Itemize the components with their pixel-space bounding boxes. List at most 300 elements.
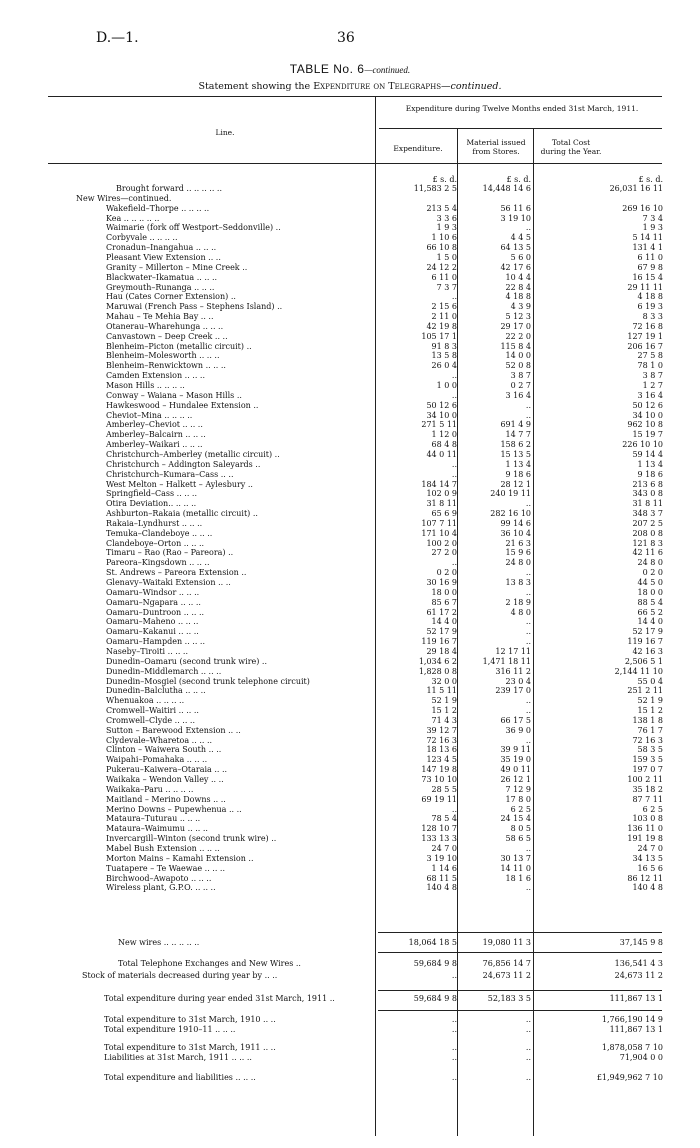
row-label: Sutton – Barewood Extension .. .. <box>106 725 241 735</box>
cell-c3: 111,867 13 1 <box>609 1025 663 1034</box>
cell-c1: 1,034 6 2 <box>418 656 457 666</box>
cell-c1: .. <box>451 469 457 479</box>
cell-c1: 213 5 4 <box>426 203 457 213</box>
cell-c2: 22 2 0 <box>505 331 531 341</box>
row-label: Oamaru–Windsor .. .. .. <box>106 587 200 597</box>
row-label: Waikaka – Wendon Valley .. .. <box>106 775 224 784</box>
cell-c3: 24,673 11 2 <box>614 971 663 980</box>
cell-c1: 3 3 6 <box>436 213 457 223</box>
row-label: Oamaru–Kakanui .. .. .. <box>106 627 199 637</box>
cell-c2: 52 0 8 <box>505 361 531 371</box>
cell-c1: .. <box>451 1043 457 1052</box>
row-label: Brought forward .. .. .. .. .. <box>116 184 223 193</box>
cell-c3: 1,878,058 7 10 <box>601 1043 663 1052</box>
cell-c3: 6 11 0 <box>637 252 663 262</box>
row-label: Cheviot–Mina .. .. .. .. <box>106 410 193 420</box>
cell-c3: 26,031 16 11 <box>609 184 663 193</box>
cell-c2: 1 13 4 <box>505 459 531 469</box>
cell-c1: 18,064 18 5 <box>408 938 457 947</box>
cell-c2: .. <box>525 223 531 233</box>
row-label: Kea .. .. .. .. .. <box>106 213 160 223</box>
cell-c2: .. <box>525 843 531 853</box>
summary-row <box>0 1052 700 1064</box>
cell-c3: 343 0 8 <box>632 489 663 499</box>
cell-c3: 37,145 9 8 <box>619 938 663 947</box>
summary-row <box>0 937 700 949</box>
cell-c3: 4 18 8 <box>637 292 663 302</box>
statement-continued: —continued. <box>441 81 502 92</box>
cell-c3: 3 16 4 <box>637 390 663 400</box>
cell-c3: 86 12 11 <box>627 873 663 883</box>
row-label: Birchwood–Awapoto .. .. .. <box>106 873 212 883</box>
cell-c1: 59,684 9 8 <box>413 994 457 1003</box>
cell-c1: 52 17 9 <box>426 627 457 637</box>
cell-c1: 15 1 2 <box>431 706 457 716</box>
cell-c3: 72 16 8 <box>632 321 663 331</box>
cell-c2: 19,080 11 3 <box>482 938 531 947</box>
cell-c3: 24 8 0 <box>637 558 663 568</box>
row-label: Rakaia–Lyndhurst .. .. .. <box>106 518 203 528</box>
cell-c1: 2 11 0 <box>431 312 457 322</box>
row-label: Ashburton–Rakaia (metallic circuit) .. <box>106 509 258 519</box>
cell-c2: 7 12 9 <box>505 784 531 794</box>
row-label: Invercargill–Winton (second trunk wire) .. <box>106 834 277 844</box>
row-label: Conway – Waiana – Mason Hills .. <box>106 390 242 400</box>
cell-c2: 158 6 2 <box>500 440 531 450</box>
row-label: Waikaka–Paru .. .. .. .. <box>106 784 194 794</box>
cell-c3: 16 5 6 <box>637 863 663 873</box>
cell-c3: 76 1 7 <box>637 725 663 735</box>
row-label: Cromwell–Clyde .. .. .. <box>106 715 195 725</box>
cell-c1: 107 7 11 <box>421 518 457 528</box>
row-label: Christchurch–Amberley (metallic circuit) .. <box>106 449 280 459</box>
row-label: Canvastown – Deep Creek .. .. <box>106 331 228 341</box>
cell-c2: .. <box>525 627 531 637</box>
row-label: Oamaru–Hampden .. .. .. <box>106 637 206 647</box>
cell-c3: 2,144 11 10 <box>614 666 663 676</box>
cell-c1: .. <box>451 1053 457 1062</box>
row-label: Maitland – Merino Downs .. .. <box>106 794 226 804</box>
row-label: Stock of materials decreased during year by .. .. <box>82 971 278 980</box>
cell-c3: 78 1 0 <box>637 361 663 371</box>
cell-c2: .. <box>525 410 531 420</box>
row-label: Dunedin–Oamaru (second trunk wire) .. <box>106 656 268 666</box>
cell-c2: 14,448 14 6 <box>482 184 531 193</box>
table-title-main: TABLE No. 6 <box>289 62 365 76</box>
cell-c2: .. <box>525 568 531 578</box>
cell-c1: 30 16 9 <box>426 578 457 587</box>
cell-c3: 44 5 0 <box>637 578 663 587</box>
row-label: Mabel Bush Extension .. .. .. <box>106 843 220 853</box>
cell-c1: 85 6 7 <box>431 597 457 607</box>
cell-c1: 28 5 5 <box>431 784 457 794</box>
cell-c1: 68 11 5 <box>426 873 457 883</box>
cell-c2: .. <box>525 617 531 627</box>
row-label: Camden Extension .. .. .. <box>106 371 205 381</box>
cell-c2: .. <box>525 637 531 647</box>
cell-c2: 76,856 14 7 <box>482 959 531 968</box>
cell-c3: 6 2 5 <box>642 804 663 814</box>
cell-c1: .. <box>451 558 457 568</box>
summary-row <box>0 970 700 982</box>
row-label: Blackwater–Ikamatua .. .. .. <box>106 272 218 282</box>
cell-c2: .. <box>525 400 531 410</box>
cell-c2: .. <box>525 1043 531 1052</box>
cell-c1: 1 10 6 <box>431 233 457 243</box>
cell-c1: 13 5 8 <box>431 351 457 361</box>
row-label: Maruwai (French Pass – Stephens Island) .. <box>106 302 283 312</box>
cell-c3: 87 7 11 <box>632 794 663 804</box>
row-label: Pukerau–Kaiwera–Otaraia .. .. <box>106 765 228 775</box>
cell-c2: 115 8 4 <box>500 341 531 351</box>
cell-c2: 4 18 8 <box>505 292 531 302</box>
cell-c3: 42 11 6 <box>632 548 663 558</box>
cell-c1: 11,583 2 5 <box>413 184 457 193</box>
column-header-total-cost: Total Cost during the Year. <box>540 138 602 156</box>
cell-c3: 15 19 7 <box>632 430 663 440</box>
row-label: Total expenditure and liabilities .. .. .. <box>104 1073 256 1082</box>
cell-c3: 213 6 8 <box>632 479 663 489</box>
cell-c2: 3 8 7 <box>510 371 531 381</box>
cell-c2: 5 12 3 <box>505 312 531 322</box>
cell-c1: 133 13 3 <box>421 834 457 844</box>
cell-c2: 3 19 10 <box>500 213 531 223</box>
cell-c2: 14 7 7 <box>505 430 531 440</box>
row-label: Mahau – Te Mehia Bay .. .. <box>106 312 214 322</box>
cell-c1: 24 7 0 <box>431 843 457 853</box>
row-label: Temuka–Clandeboye .. .. .. <box>106 528 213 538</box>
cell-c2: 22 8 4 <box>505 282 531 292</box>
cell-c2: 29 17 0 <box>500 321 531 331</box>
cell-c2: 30 13 7 <box>500 853 531 863</box>
row-label: West Melton – Halkett – Aylesbury .. <box>106 479 253 489</box>
row-label: Total expenditure to 31st March, 1910 .. .. <box>104 1015 276 1024</box>
cell-c2: 52,183 3 5 <box>487 994 531 1003</box>
cell-c3: 6 19 3 <box>637 302 663 312</box>
cell-c3: 111,867 13 1 <box>609 994 663 1003</box>
cell-c1: 2 15 6 <box>431 302 457 312</box>
cell-c3: 138 1 8 <box>632 715 663 725</box>
cell-c3: 1 13 4 <box>637 459 663 469</box>
cell-c1: 65 6 9 <box>431 509 457 519</box>
cell-c1: 1,828 0 8 <box>418 666 457 676</box>
cell-c1: 78 5 4 <box>431 814 457 824</box>
row-label: Whenuakoa .. .. .. .. <box>106 696 185 706</box>
cell-c2: 99 14 6 <box>500 518 531 528</box>
cell-c3: 58 3 5 <box>637 745 663 755</box>
cell-c3: 42 16 3 <box>632 646 663 656</box>
cell-c3: 206 16 7 <box>627 341 663 351</box>
cell-c2: 8 0 5 <box>510 824 531 834</box>
cell-c1: 73 10 10 <box>421 775 457 784</box>
cell-c1: 66 10 8 <box>426 243 457 253</box>
cell-c2: 35 19 0 <box>500 755 531 765</box>
row-label: Total Telephone Exchanges and New Wires .. <box>118 959 301 968</box>
cell-c2: 17 8 0 <box>505 794 531 804</box>
cell-c2: 4 4 5 <box>510 233 531 243</box>
row-label: Wakefield–Thorpe .. .. .. .. <box>106 203 210 213</box>
cell-c3: 88 5 4 <box>637 597 663 607</box>
row-label: Dunedin–Middlemarch .. .. .. <box>106 666 222 676</box>
cell-c3: 24 7 0 <box>637 843 663 853</box>
cell-c3: 34 13 5 <box>632 853 663 863</box>
units-c1: £ s. d. <box>432 175 457 184</box>
cell-c1: .. <box>451 1025 457 1034</box>
cell-c1: 34 10 0 <box>426 410 457 420</box>
row-label: Blenheim–Picton (metallic circuit) .. <box>106 341 252 351</box>
units-c2: £ s. d. <box>506 175 531 184</box>
cell-c1: .. <box>451 459 457 469</box>
cell-c1: 27 2 0 <box>431 548 457 558</box>
cell-c2: 39 9 11 <box>500 745 531 755</box>
cell-c2: 15 13 5 <box>500 449 531 459</box>
row-label: New wires .. .. .. .. .. <box>118 938 200 947</box>
cell-c1: 147 19 8 <box>421 765 457 775</box>
cell-c2: 64 13 5 <box>500 243 531 253</box>
cell-c1: .. <box>451 1073 457 1082</box>
row-label: Naseby–Tiroiti .. .. .. <box>106 646 189 656</box>
cell-c2: 10 4 4 <box>505 272 531 282</box>
row-label: Wireless plant, G.P.O. .. .. .. <box>106 883 216 893</box>
cell-c3: 348 3 7 <box>632 509 663 519</box>
cell-c1: .. <box>451 971 457 980</box>
cell-c3: 197 0 7 <box>632 765 663 775</box>
cell-c2: 66 17 5 <box>500 715 531 725</box>
cell-c2: .. <box>525 1073 531 1082</box>
cell-c3: 34 10 0 <box>632 410 663 420</box>
cell-c1: 18 13 6 <box>426 745 457 755</box>
row-label: Hau (Cates Corner Extension) .. <box>106 292 236 302</box>
cell-c1: 59,684 9 8 <box>413 959 457 968</box>
row-label: Amberley–Waikari .. .. .. <box>106 440 203 450</box>
row-label: Oamaru–Duntroon .. .. .. <box>106 607 205 617</box>
cell-c2: 15 9 6 <box>505 548 531 558</box>
summary-row <box>0 1024 700 1036</box>
row-label: Mataura–Tuturau .. .. .. <box>106 814 201 824</box>
cell-c3: 52 17 9 <box>632 627 663 637</box>
cell-c1: 18 0 0 <box>431 587 457 597</box>
cell-c2: 5 6 0 <box>510 252 531 262</box>
row-label: Total expenditure during year ended 31st March, 1911 .. <box>104 994 335 1003</box>
cell-c3: 0 2 0 <box>642 568 663 578</box>
cell-c1: 0 2 0 <box>436 568 457 578</box>
cell-c3: 3 8 7 <box>642 371 663 381</box>
cell-c3: 226 10 10 <box>622 440 663 450</box>
row-label: Christchurch–Kumara–Cass .. .. <box>106 469 234 479</box>
column-header-material: Material issued from Stores. <box>466 138 526 156</box>
row-label: St. Andrews – Pareora Extension .. <box>106 568 247 578</box>
cell-c2: 24 8 0 <box>505 558 531 568</box>
cell-c2: 36 10 4 <box>500 528 531 538</box>
cell-c1: 123 4 5 <box>426 755 457 765</box>
cell-c1: 100 2 0 <box>426 538 457 548</box>
column-header-expenditure: Expenditure. <box>393 144 443 153</box>
cell-c3: 66 5 2 <box>637 607 663 617</box>
cell-c1: 140 4 8 <box>426 883 457 893</box>
row-label: New Wires—continued. <box>76 193 172 203</box>
cell-c2: 316 11 2 <box>495 666 531 676</box>
cell-c1: 44 0 11 <box>426 449 457 459</box>
cell-c1: .. <box>451 371 457 381</box>
cell-c1: 1 0 0 <box>436 381 457 390</box>
cell-c2: 4 8 0 <box>510 607 531 617</box>
cell-c2: 239 17 0 <box>495 686 531 696</box>
cell-c1: 128 10 7 <box>421 824 457 834</box>
cell-c2: .. <box>525 499 531 509</box>
cell-c1: 11 5 11 <box>426 686 457 696</box>
cell-c2: .. <box>525 1015 531 1024</box>
cell-c3: 35 18 2 <box>632 784 663 794</box>
cell-c1: .. <box>451 292 457 302</box>
cell-c3: 251 2 11 <box>627 686 663 696</box>
cell-c3: 140 4 8 <box>632 883 663 893</box>
cell-c1: 119 16 7 <box>421 637 457 647</box>
cell-c1: 52 1 9 <box>431 696 457 706</box>
cell-c3: 31 8 11 <box>632 499 663 509</box>
row-label: Total expenditure to 31st March, 1911 .. .. <box>104 1043 276 1052</box>
cell-c2: 56 11 6 <box>500 203 531 213</box>
cell-c3: 16 15 4 <box>632 272 663 282</box>
cell-c2: .. <box>525 1025 531 1034</box>
cell-c2: 23 0 4 <box>505 676 531 686</box>
cell-c3: 71,904 0 0 <box>619 1053 663 1062</box>
document-reference: D.—1. <box>96 30 139 46</box>
cell-c3: 2,506 5 1 <box>624 656 663 666</box>
cell-c3: 1 2 7 <box>642 381 663 390</box>
cell-c1: 171 10 4 <box>421 528 457 538</box>
row-label: Pleasant View Extension .. .. <box>106 252 221 262</box>
column-header-line: Line. <box>215 128 235 137</box>
column-header-group: Expenditure during Twelve Months ended 31st March, 1911. <box>405 104 639 113</box>
cell-c3: 9 18 6 <box>637 469 663 479</box>
units-c3: £ s. d. <box>638 175 663 184</box>
cell-c3: 5 14 11 <box>632 233 663 243</box>
row-label: Waipahi–Pomahaka .. .. .. <box>106 755 208 765</box>
cell-c1: 1 9 3 <box>436 223 457 233</box>
cell-c1: 102 0 9 <box>426 489 457 499</box>
cell-c3: 15 1 2 <box>637 706 663 716</box>
cell-c2: 1,471 18 11 <box>482 656 531 666</box>
cell-c2: 42 17 6 <box>500 262 531 272</box>
cell-c3: 29 11 11 <box>627 282 663 292</box>
summary-rule-1 <box>378 932 662 933</box>
cell-c1: 71 4 3 <box>431 715 457 725</box>
row-label: Mataura–Waimumu .. .. .. <box>106 824 208 834</box>
cell-c2: .. <box>525 1053 531 1062</box>
cell-c1: 31 8 11 <box>426 499 457 509</box>
cell-c3: 100 2 11 <box>627 775 663 784</box>
cell-c3: 50 12 6 <box>632 400 663 410</box>
cell-c1: 14 4 0 <box>431 617 457 627</box>
cell-c3: 103 0 8 <box>632 814 663 824</box>
row-label: Granity – Millerton – Mine Creek .. <box>106 262 248 272</box>
cell-c2: 58 6 5 <box>505 834 531 844</box>
cell-c3: 7 3 4 <box>642 213 663 223</box>
cell-c2: 3 16 4 <box>505 390 531 400</box>
summary-row <box>0 1072 700 1084</box>
cell-c3: 59 14 4 <box>632 449 663 459</box>
row-label: Otira Deviation.. .. .. .. <box>106 499 197 509</box>
cell-c1: 7 3 7 <box>436 282 457 292</box>
cell-c3: 191 19 8 <box>627 834 663 844</box>
cell-c2: 9 18 6 <box>505 469 531 479</box>
row-label: Christchurch – Addington Saleyards .. <box>106 459 261 469</box>
row-label: Timaru – Rao (Rao – Pareora) .. <box>106 548 234 558</box>
cell-c2: 6 2 5 <box>510 804 531 814</box>
page-number: 36 <box>337 30 355 46</box>
row-label: Hawkeswood – Hundalee Extension .. <box>106 400 259 410</box>
cell-c2: 14 11 0 <box>500 863 531 873</box>
cell-c3: 208 0 8 <box>632 528 663 538</box>
cell-c1: .. <box>451 804 457 814</box>
row-label: Liabilities at 31st March, 1911 .. .. .. <box>104 1053 252 1062</box>
row-label: Corbyvale .. .. .. .. <box>106 233 178 243</box>
cell-c3: 18 0 0 <box>637 587 663 597</box>
cell-c1: 50 12 6 <box>426 400 457 410</box>
row-label: Otanerau–Wharehunga .. .. .. <box>106 321 224 331</box>
row-label: Blenheim–Molesworth .. .. .. <box>106 351 220 361</box>
summary-row <box>0 993 700 1005</box>
row-label: Cromwell–Waitiri .. .. .. <box>106 706 199 716</box>
cell-c3: 127 19 1 <box>627 331 663 341</box>
cell-c2: 28 12 1 <box>500 479 531 489</box>
cell-c1: 29 18 4 <box>426 646 457 656</box>
row-label: Greymouth–Runanga .. .. .. <box>106 282 215 292</box>
cell-c2: .. <box>525 696 531 706</box>
row-label: Clinton – Waiwera South .. .. <box>106 745 222 755</box>
cell-c3: 962 10 8 <box>627 420 663 430</box>
cell-c1: 1 12 0 <box>431 430 457 440</box>
row-label: Cronadun–Inangahua .. .. .. <box>106 243 217 253</box>
cell-c3: 8 3 3 <box>642 312 663 322</box>
cell-c1: 72 16 3 <box>426 735 457 745</box>
row-label: Amberley–Cheviot .. .. .. <box>106 420 203 430</box>
cell-c2: 691 4 9 <box>500 420 531 430</box>
cell-c1: 6 11 0 <box>431 272 457 282</box>
cell-c2: 36 9 0 <box>505 725 531 735</box>
cell-c1: 26 0 4 <box>431 361 457 371</box>
cell-c2: 12 17 11 <box>495 646 531 656</box>
cell-c2: .. <box>525 735 531 745</box>
cell-c3: 1 9 3 <box>642 223 663 233</box>
cell-c1: 61 17 2 <box>426 607 457 617</box>
row-label: Mason Hills .. .. .. .. <box>106 381 185 390</box>
cell-c1: 1 14 6 <box>431 863 457 873</box>
row-label: Clydevale–Wharetoa .. .. .. <box>106 735 213 745</box>
cell-c1: 105 17 1 <box>421 331 457 341</box>
cell-c2: .. <box>525 883 531 893</box>
row-label: Oamaru–Maheno .. .. .. <box>106 617 199 627</box>
cell-c3: 131 4 1 <box>632 243 663 253</box>
cell-c2: 49 0 11 <box>500 765 531 775</box>
summary-rule-2 <box>378 952 662 953</box>
cell-c1: .. <box>451 1015 457 1024</box>
row-label: Amberley–Balcairn .. .. .. <box>106 430 206 440</box>
cell-c2: 4 3 9 <box>510 302 531 312</box>
cell-c1: 32 0 0 <box>431 676 457 686</box>
cell-c2: .. <box>525 587 531 597</box>
cell-c2: 0 2 7 <box>510 381 531 390</box>
row-label: Pareora–Kingsdown .. .. .. <box>106 558 210 568</box>
cell-c3: £1,949,962 7 10 <box>596 1073 663 1082</box>
cell-c1: .. <box>451 390 457 400</box>
table-title-continued: —continued. <box>364 65 411 75</box>
summary-row <box>0 958 700 970</box>
summary-rule-4 <box>378 1010 662 1011</box>
row-label: Dunedin–Balclutha .. .. .. <box>106 686 206 696</box>
cell-c3: 207 2 5 <box>632 518 663 528</box>
summary-rule-3 <box>378 990 662 991</box>
